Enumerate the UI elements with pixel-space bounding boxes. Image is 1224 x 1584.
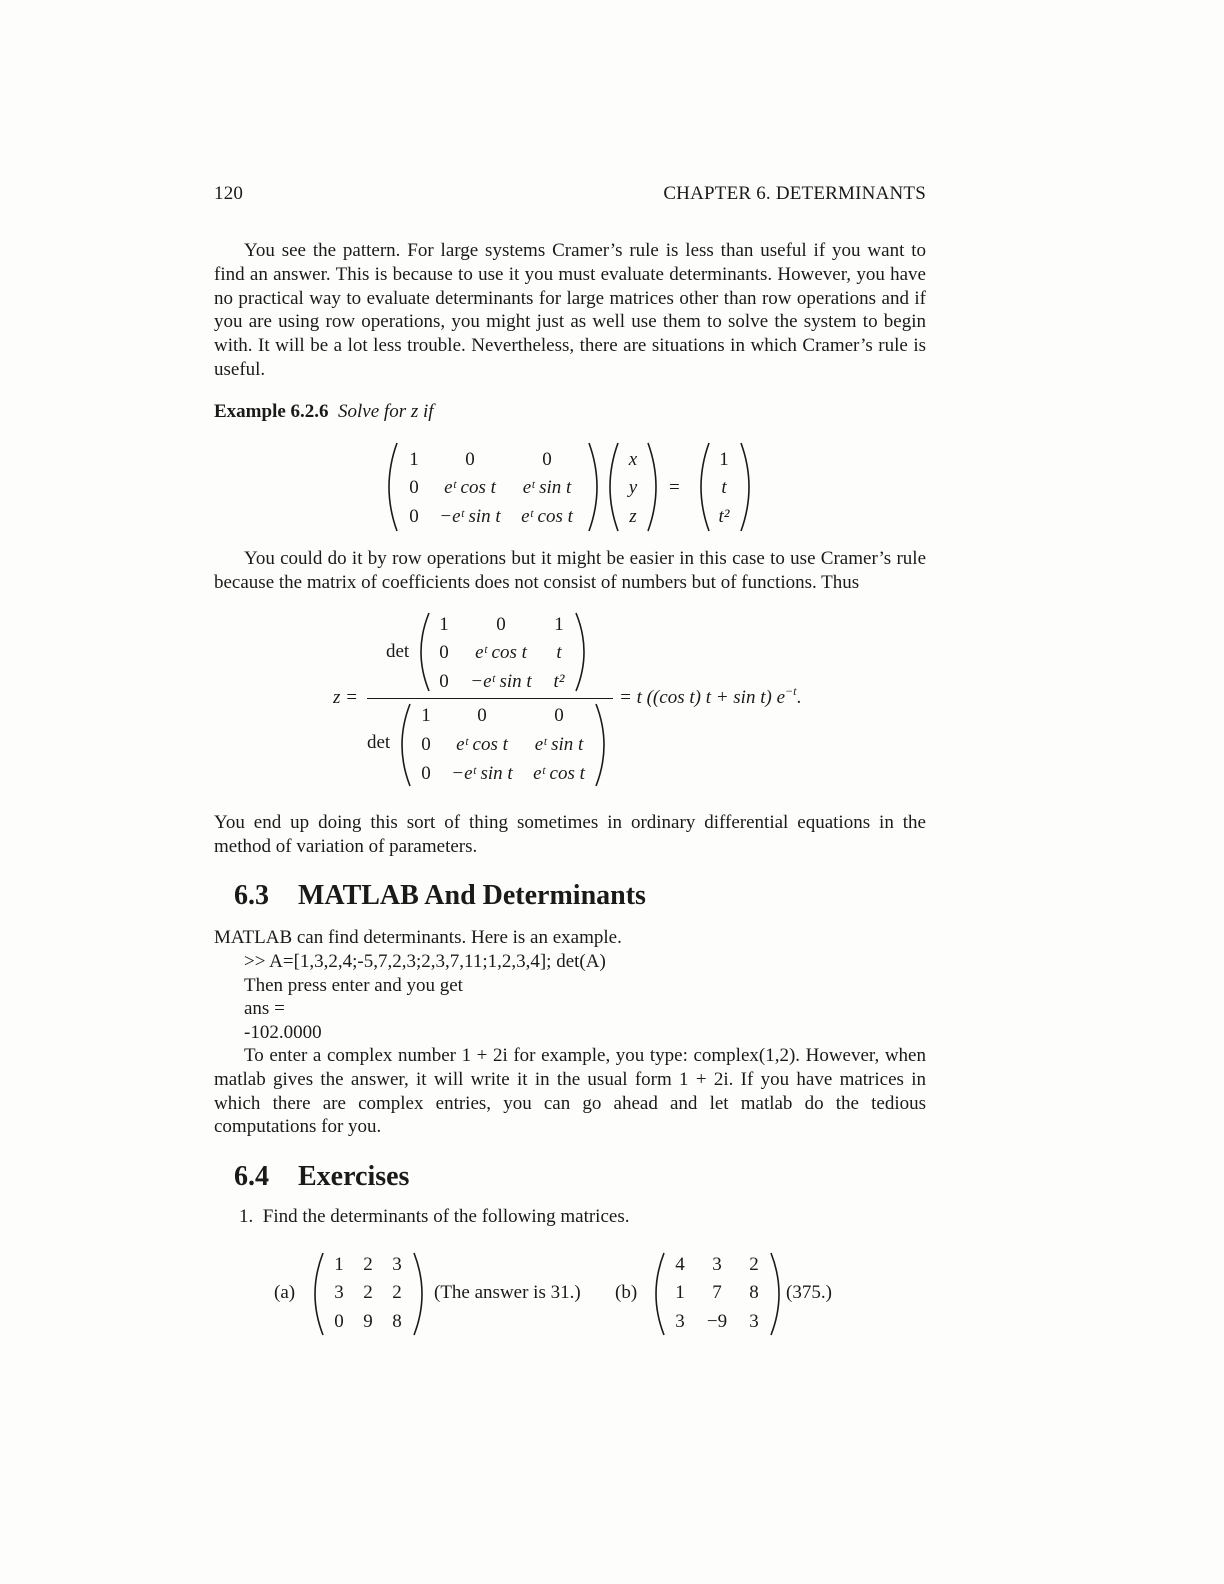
vector-entry: z xyxy=(629,506,637,527)
matrix-cell: eᵗ cos t xyxy=(444,477,496,498)
matrix-cell: 0 xyxy=(542,449,552,470)
matrix-cell: eᵗ cos t xyxy=(475,642,527,663)
numerator-matrix xyxy=(417,610,588,694)
matrix-cell: 4 xyxy=(675,1254,685,1275)
right-paren xyxy=(739,440,753,535)
paragraph-cramer-pattern: You see the pattern. For large systems Cramer’s rule is less than useful if you want to find an answer. This is because to use it you must evaluate determinants. However, you have no practical way to evaluate determinants for large matrices other than row operations and if you are using row operations, you might just as well use them to solve the system to begin with. It will be a lot less trouble. Nevertheless, there are situations in which Cramer’s rule is useful. xyxy=(214,240,926,380)
matrix-cell: 0 xyxy=(465,449,475,470)
matlab-complex-paragraph: To enter a complex number 1 + 2i for example, you type: complex(1,2). However, when matlab gives the answer, it will write it in the usual form 1 + 2i. If you have matrices in which there are complex entries, you can go ahead and let matlab do the tedious computations for you. xyxy=(214,1045,926,1138)
exercise-number: 1. xyxy=(239,1206,254,1227)
matrix-cell: −eᵗ sin t xyxy=(451,763,513,784)
variable-vector xyxy=(606,440,660,535)
z-equals: z = xyxy=(333,687,358,708)
left-paren xyxy=(417,610,431,694)
right-paren xyxy=(412,1250,426,1338)
matrix-cell: 0 xyxy=(439,671,449,692)
det-label: det xyxy=(386,641,410,662)
right-paren xyxy=(587,440,601,535)
section-title: MATLAB And Determinants xyxy=(298,880,646,911)
matrix-cell: 2 xyxy=(363,1282,373,1303)
example-label: Example 6.2.6 xyxy=(214,401,329,422)
matrix-cell: 3 xyxy=(675,1311,685,1332)
running-header: CHAPTER 6. DETERMINANTS xyxy=(663,183,926,204)
matlab-ans-label: ans = xyxy=(244,998,285,1019)
matrix-cell: 1 xyxy=(675,1282,685,1303)
part-a-answer: (The answer is 31.) xyxy=(434,1282,581,1303)
right-paren xyxy=(769,1250,783,1338)
matrix-cell: 1 xyxy=(409,449,419,470)
matrix-cell: eᵗ sin t xyxy=(522,477,572,498)
matrix-cell: 0 xyxy=(554,705,564,726)
cramer-result xyxy=(619,684,802,709)
example-heading xyxy=(214,401,434,423)
part-a-label: (a) xyxy=(274,1282,296,1303)
vector-entry: x xyxy=(628,449,638,470)
matrix-cell: 0 xyxy=(496,614,506,635)
matlab-intro: MATLAB can find determinants. Here is an example. xyxy=(214,927,622,948)
matrix-b xyxy=(652,1250,783,1338)
result-period: . xyxy=(796,687,802,708)
exercise-text: Find the determinants of the following matrices. xyxy=(262,1206,630,1227)
paragraph-cramer-functions: You could do it by row operations but it might be easier in this case to use Cramer’s rule because the matrix of coefficients does not consist of numbers but of functions. Thus xyxy=(214,548,926,593)
matrix-cell: 0 xyxy=(439,642,449,663)
left-paren xyxy=(606,440,620,535)
matrix-cell: 0 xyxy=(477,705,487,726)
section-heading-matlab xyxy=(234,880,646,912)
vector-entry: 1 xyxy=(719,449,729,470)
denominator-matrix xyxy=(398,701,608,789)
part-b-label: (b) xyxy=(615,1282,638,1303)
rhs-vector xyxy=(697,440,753,535)
vector-entry: y xyxy=(628,477,638,498)
left-paren xyxy=(652,1250,666,1338)
matrix-cell: eᵗ cos t xyxy=(521,506,573,527)
left-paren xyxy=(385,440,399,535)
system-equation xyxy=(0,440,1224,535)
vector-entry: t xyxy=(721,477,727,498)
matrix-a xyxy=(311,1250,426,1338)
matrix-cell: eᵗ sin t xyxy=(534,734,584,755)
matrix-cell: eᵗ cos t xyxy=(456,734,508,755)
matlab-ans-value: -102.0000 xyxy=(244,1022,322,1043)
matrix-cell: 0 xyxy=(421,763,431,784)
exercise-matrices xyxy=(0,1250,1224,1340)
result-expression: = t ((cos t) t + sin t) e xyxy=(619,687,785,708)
matrix-cell: 0 xyxy=(409,506,419,527)
matlab-then: Then press enter and you get xyxy=(244,975,463,996)
matrix-cell: 0 xyxy=(409,477,419,498)
left-paren xyxy=(311,1250,325,1338)
exercise-1 xyxy=(239,1206,629,1228)
cramer-equation xyxy=(0,606,1224,792)
example-text: Solve for z if xyxy=(338,401,434,422)
matrix-cell: −eᵗ sin t xyxy=(470,671,532,692)
result-exponent: −t xyxy=(785,684,797,698)
matrix-cell: 8 xyxy=(749,1282,759,1303)
fraction-bar xyxy=(367,698,613,699)
matrix-cell: 3 xyxy=(712,1254,722,1275)
vector-entry: t² xyxy=(718,506,730,527)
matrix-cell: 1 xyxy=(554,614,564,635)
paragraph-ode-note: You end up doing this sort of thing sometimes in ordinary differential equations in the method of variation of parameters. xyxy=(214,812,926,857)
part-b-answer: (375.) xyxy=(786,1282,832,1303)
matrix-cell: 9 xyxy=(363,1311,373,1332)
matrix-cell: −eᵗ sin t xyxy=(439,506,501,527)
equals-sign: = xyxy=(669,477,680,498)
det-label: det xyxy=(367,732,391,753)
matrix-cell: 2 xyxy=(363,1254,373,1275)
matrix-cell: t² xyxy=(553,671,565,692)
matrix-cell: eᵗ cos t xyxy=(533,763,585,784)
matrix-cell: 7 xyxy=(712,1282,722,1303)
left-paren xyxy=(398,701,412,789)
matrix-cell: 1 xyxy=(421,705,431,726)
matrix-cell: 2 xyxy=(392,1282,402,1303)
left-paren xyxy=(697,440,711,535)
matrix-cell: 1 xyxy=(334,1254,344,1275)
matrix-cell: 3 xyxy=(749,1311,759,1332)
matrix-cell: 1 xyxy=(439,614,449,635)
section-heading-exercises xyxy=(234,1161,409,1193)
matrix-cell: 0 xyxy=(421,734,431,755)
matrix-cell: 2 xyxy=(749,1254,759,1275)
matrix-cell: 3 xyxy=(392,1254,402,1275)
section-number: 6.4 xyxy=(234,1161,269,1192)
matrix-cell: 3 xyxy=(334,1282,344,1303)
right-paren xyxy=(646,440,660,535)
right-paren xyxy=(574,610,588,694)
matrix-cell: 8 xyxy=(392,1311,402,1332)
matlab-command: >> A=[1,3,2,4;-5,7,2,3;2,3,7,11;1,2,3,4]; det(A) xyxy=(244,951,606,972)
matrix-cell: 0 xyxy=(334,1311,344,1332)
section-title: Exercises xyxy=(298,1161,410,1192)
matrix-cell: −9 xyxy=(706,1311,728,1332)
coefficient-matrix xyxy=(385,440,601,535)
right-paren xyxy=(594,701,608,789)
section-number: 6.3 xyxy=(234,880,269,911)
matrix-cell: t xyxy=(556,642,562,663)
page-number: 120 xyxy=(214,183,244,204)
